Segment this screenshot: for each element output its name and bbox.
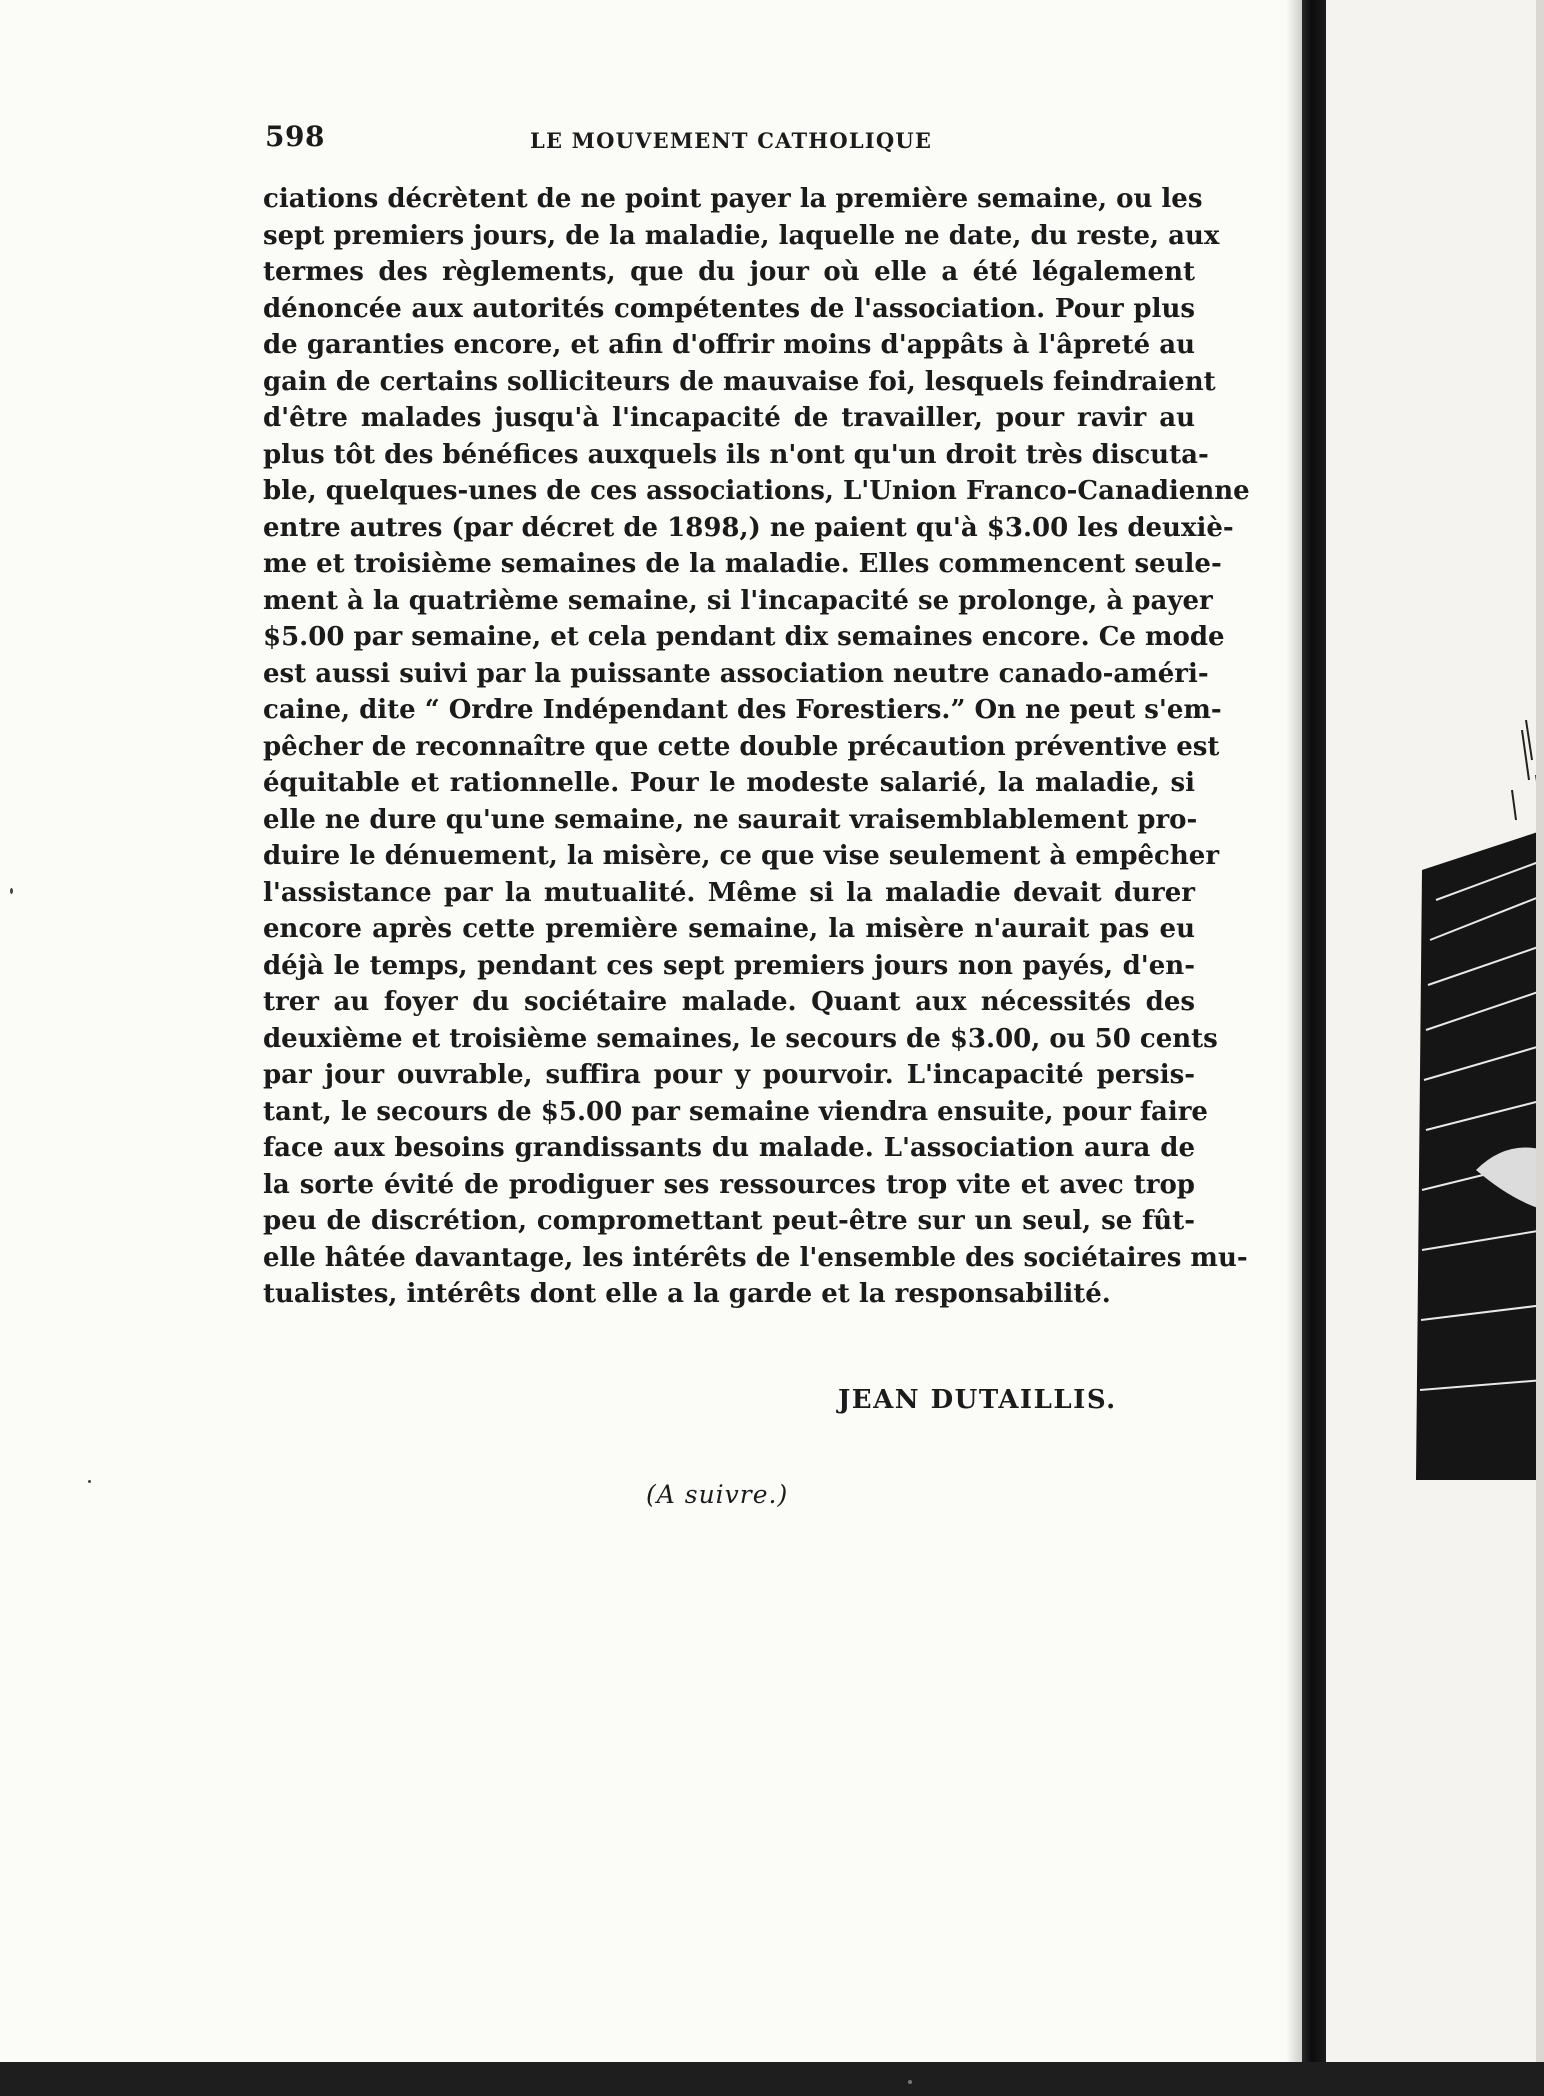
- text-line: d'être malades jusqu'à l'incapacité de travailler, pour ravir au: [263, 403, 1195, 433]
- text-line: tualistes, intérêts dont elle a la garde et la responsabilité.: [263, 1279, 1111, 1309]
- scan-speck: [10, 888, 13, 894]
- text-line: ment à la quatrième semaine, si l'incapacité se prolonge, à payer: [263, 585, 1213, 616]
- text-line: ble, quelques-unes de ces associations, L'Union Franco-Canadienne: [263, 476, 1250, 506]
- text-line: ciations décrètent de ne point payer la première semaine, ou les: [263, 184, 1203, 214]
- scan-speck: [908, 2080, 912, 2084]
- text-line: duire le dénuement, la misère, ce que vise seulement à empêcher: [263, 841, 1220, 871]
- text-line: peu de discrétion, compromettant peut-être sur un seul, se fût-: [263, 1206, 1195, 1236]
- text-line: la sorte évité de prodiguer ses ressources trop vite et avec trop: [263, 1169, 1195, 1200]
- page-header: [265, 120, 1195, 160]
- scan-speck: [88, 1480, 91, 1483]
- article-body: [263, 181, 1250, 1313]
- text-line: déjà le temps, pendant ces sept premiers jours non payés, d'en-: [263, 950, 1195, 981]
- text-line: deuxième et troisième semaines, le secours de $3.00, ou 50 cents: [263, 1023, 1218, 1054]
- text-line: me et troisième semaines de la maladie. Elles commencent seule-: [263, 549, 1222, 579]
- text-line: par jour ouvrable, suffira pour y pourvoir. L'incapacité persis-: [263, 1060, 1195, 1090]
- page-number: 598: [265, 120, 325, 153]
- text-line: de garanties encore, et afin d'offrir moins d'appâts à l'âpreté au: [263, 330, 1195, 360]
- text-line: équitable et rationnelle. Pour le modeste salarié, la maladie, si: [263, 768, 1195, 798]
- text-line: trer au foyer du sociétaire malade. Quant aux nécessités des: [263, 987, 1195, 1017]
- text-line: gain de certains solliciteurs de mauvaise foi, lesquels feindraient: [263, 366, 1216, 397]
- page-edge: [1536, 0, 1544, 2062]
- scanner-border: [0, 2062, 1544, 2096]
- text-line: dénoncée aux autorités compétentes de l'association. Pour plus: [263, 293, 1195, 324]
- text-line: pêcher de reconnaître que cette double précaution préventive est: [263, 731, 1220, 762]
- text-line: plus tôt des bénéfices auxquels ils n'ont qu'un droit très discuta-: [263, 439, 1209, 470]
- text-line: $5.00 par semaine, et cela pendant dix semaines encore. Ce mode: [263, 622, 1225, 652]
- text-line: elle hâtée davantage, les intérêts de l'ensemble des sociétaires mu-: [263, 1242, 1248, 1273]
- book-gutter: [1302, 0, 1326, 2062]
- text-line: termes des règlements, que du jour où elle a été légalement: [263, 257, 1195, 287]
- text-line: caine, dite “ Ordre Indépendant des Forestiers.” On ne peut s'em-: [263, 695, 1222, 725]
- text-line: est aussi suivi par la puissante association neutre canado-améri-: [263, 658, 1209, 689]
- author-signature: JEAN DUTAILLIS.: [838, 1385, 1117, 1415]
- text-line: face aux besoins grandissants du malade. L'association aura de: [263, 1133, 1195, 1163]
- continuation-note: (A suivre.): [646, 1480, 789, 1509]
- gutter-shadow: [1286, 0, 1302, 2062]
- running-head: LE MOUVEMENT CATHOLIQUE: [530, 128, 933, 153]
- facing-page-illustration: [1326, 0, 1544, 2062]
- text-line: elle ne dure qu'une semaine, ne saurait vraisemblablement pro-: [263, 804, 1198, 835]
- text-line: entre autres (par décret de 1898,) ne paient qu'à $3.00 les deuxiè-: [263, 512, 1234, 543]
- text-line: encore après cette première semaine, la misère n'aurait pas eu: [263, 914, 1195, 944]
- text-line: tant, le secours de $5.00 par semaine viendra ensuite, pour faire: [263, 1096, 1208, 1127]
- facing-page-edge: [1326, 0, 1544, 2062]
- text-line: l'assistance par la mutualité. Même si la maladie devait durer: [263, 877, 1195, 908]
- text-line: sept premiers jours, de la maladie, laquelle ne date, du reste, aux: [263, 220, 1220, 251]
